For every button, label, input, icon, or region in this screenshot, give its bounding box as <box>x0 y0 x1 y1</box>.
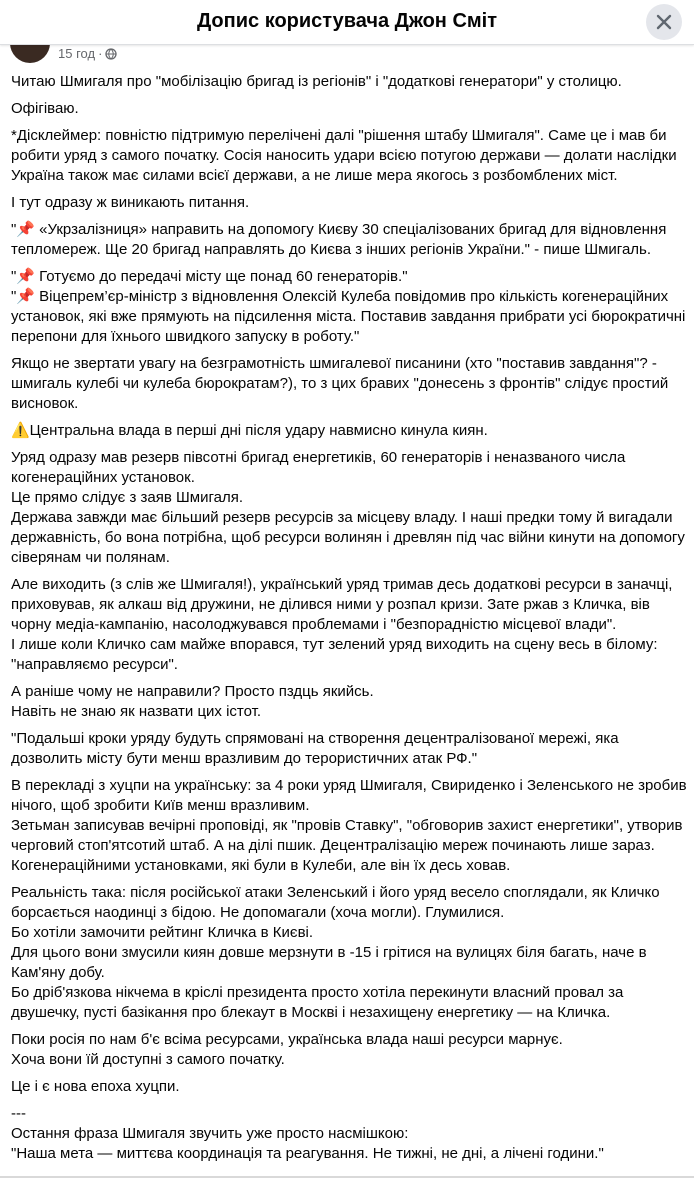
avatar[interactable] <box>10 44 50 63</box>
close-icon <box>655 13 673 31</box>
post-paragraph: *Дісклеймер: повністю підтримую перелічені далі "рішення штабу Шмигаля". Саме це і мав би робити уряд з самого початку. Сосія наносить удари всією потугою держави — долати наслідки Україна також має силами всієї держави, а не лише мера якогось з розбомблених міст. <box>11 127 677 184</box>
post-paragraph: "Подальші кроки уряду будуть спрямовані на створення децентралізованої мережі, яка дозволить місту бути менш вразливим до терористичних атак РФ." <box>11 730 619 767</box>
post-paragraph: Це і є нова епоха хуцпи. <box>11 1078 180 1095</box>
post-paragraph: Поки росія по нам б'є всіма ресурсами, українська влада наші ресурси марнує. Хоча вони їй доступні з самого початку. <box>11 1031 563 1068</box>
post-paragraph: Читаю Шмигаля про "мобілізацію бригад із регіонів" і "додаткові генератори" у столицю. <box>11 73 622 90</box>
dialog-title: Допис користувача Джон Сміт <box>196 10 498 32</box>
post-paragraph: "📌 Готуємо до передачі місту ще понад 60 генераторів." "📌 Віцепрем’єр-міністр з відновлення Олексій Кулеба повідомив про кількість когенераційних установок, які вже прямують на підсилення міста. Поставив завдання прибрати усі бюрократичні перепони для їхнього швидкого запуску в роботу." <box>11 268 686 345</box>
close-button[interactable] <box>646 4 682 40</box>
post-paragraph: Якщо не звертати увагу на безграмотність шмигалевої писанини (хто "поставив завдання"? - шмигаль кулебі чи кулеба бюрократам?), то з цих бравих "донесень з фронтів" слідує простий висновок. <box>11 355 669 412</box>
post-paragraph: "📌 «Укрзалізниця» направить на допомогу Києву 30 спеціалізованих бригад для відновлення тепломереж. Ще 20 бригад направлять до Києва з інших регіонів України." - пише Шмигаль. <box>11 221 667 258</box>
post-paragraph: Але виходить (з слів же Шмигаля!), український уряд тримав десь додаткові ресурси в заначці, приховував, як алкаш від дружини, не ділився ними у розпал кризи. Зате ржав з Кличка, вів чорну медіа-кампанію, насолоджувався проблемами і "безпорадністю місцевої влади". І лише коли Кличко сам майже впорався, тут зелений уряд виходить на сцену весь в білому: "направляємо ресурси". <box>11 576 673 673</box>
post-paragraph: Реальність така: після російської атаки Зеленський і його уряд весело споглядали, як Кличко борсається наодинці з бідою. Не допомагали (хоча могли). Глумилися. Бо хотіли замочити рейтинг Кличка в Києві. Для цього вони змусили киян довше мерзнути в -15 і грітися на вулицях біля багать, наче в Кам'яну добу. Бо дріб'язкова нікчема в кріслі президента просто хотіла перекинути власний провал за двушечку, пусті базікання про блекаут в Москві і незахищену енергетику — на Кличка. <box>11 884 660 1021</box>
post-paragraph: ⚠️Центральна влада в перші дні після удару навмисно кинула киян. <box>11 422 488 439</box>
post-paragraph: Уряд одразу мав резерв півсотні бригад енергетиків, 60 генераторів і неназваного числа когенераційних установок. Це прямо слідує з заяв Шмигаля. Держава завжди має більший резерв ресурсів за місцеву владу. І наші предки тому й вигадали державність, бо вона потрібна, щоб ресурси волинян і древлян під час війни кинути на допомогу сіверянам чи полянам. <box>11 449 685 566</box>
post-paragraph: А раніше чому не направили? Просто пздць якийсь. Навіть не знаю як назвати цих істот. <box>11 683 374 720</box>
post-paragraph: І тут одразу ж виникають питання. <box>11 194 250 211</box>
post-meta <box>58 46 117 61</box>
post-body <box>11 72 689 1171</box>
post-author-row <box>10 44 117 66</box>
post-paragraph: --- Остання фраза Шмигаля звучить уже просто насмішкою: "Наша мета — миттєва координація та реагування. Не тижні, не дні, а лічені години." <box>11 1105 604 1162</box>
post-time[interactable]: 15 год <box>58 46 96 61</box>
meta-separator: · <box>98 46 103 61</box>
post-dialog-header <box>0 0 694 45</box>
post-paragraph: В перекладі з хуцпи на українську: за 4 роки уряд Шмигаля, Свириденко і Зеленського не зробив нічого, щоб зробити Київ менш вразливим. Зетьман записував вечірні проповіді, як "провів Ставку", "обговорив захист енергетики", утворив черговий стоп'ятсотий штаб. А на ділі пшик. Децентралізацію мереж починають лише зараз. Когенераційними установками, які були в Кулеби, але він їх десь ховав. <box>11 777 687 874</box>
post-paragraph: Офігіваю. <box>11 100 79 117</box>
globe-icon <box>105 48 117 60</box>
